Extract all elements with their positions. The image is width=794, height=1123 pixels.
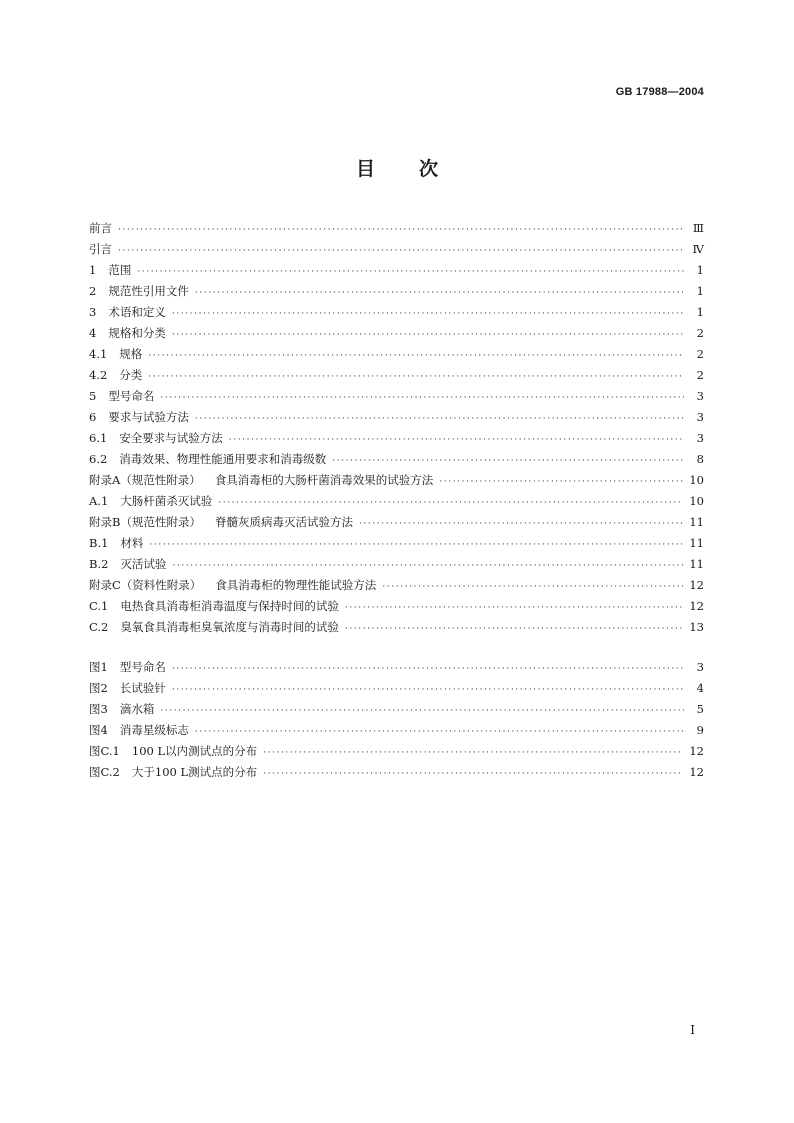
toc-entry[interactable] <box>89 239 704 260</box>
dot-leader <box>195 283 684 304</box>
dot-leader <box>172 325 684 346</box>
toc-entry-number: 4 <box>89 326 97 340</box>
toc-entry[interactable] <box>89 218 704 239</box>
toc-entry[interactable] <box>89 554 704 575</box>
toc-entry-number: 附录C（资料性附录） <box>89 578 202 592</box>
toc-main-list <box>89 218 704 638</box>
toc-entry-number: 图4 <box>89 723 108 737</box>
title-part-2: 次 <box>419 158 439 180</box>
dot-leader <box>332 451 684 472</box>
toc-entry[interactable] <box>89 617 704 638</box>
toc-entry-page: 11 <box>689 515 704 529</box>
toc-entry-title: 分类 <box>119 368 143 382</box>
dot-leader <box>118 241 684 262</box>
toc-entry[interactable] <box>89 407 704 428</box>
dot-leader <box>118 220 684 241</box>
toc-entry-title: 引言 <box>89 242 112 256</box>
toc-entry-number: 附录B（规范性附录） <box>89 515 201 529</box>
toc-entry-title: 消毒效果、物理性能通用要求和消毒级数 <box>119 452 327 466</box>
toc-entry-page: 12 <box>689 744 704 758</box>
page-title <box>0 154 794 181</box>
toc-entry-title: 大肠杆菌杀灭试验 <box>120 494 213 508</box>
dot-leader <box>345 619 683 640</box>
toc-entry-page: 11 <box>689 557 704 571</box>
toc-entry[interactable] <box>89 678 704 699</box>
dot-leader <box>263 743 683 764</box>
dot-leader <box>172 680 684 701</box>
toc-entry[interactable] <box>89 302 704 323</box>
toc-entry-page: 1 <box>696 263 704 277</box>
dot-leader <box>149 535 683 556</box>
toc-entry-title: 电热食具消毒柜消毒温度与保持时间的试验 <box>120 599 339 613</box>
toc-entry-title: 材料 <box>120 536 144 550</box>
toc-entry[interactable] <box>89 533 704 554</box>
toc-entry-number: 图C.2 <box>89 765 120 779</box>
toc-entry[interactable] <box>89 449 704 470</box>
toc-entry[interactable] <box>89 323 704 344</box>
toc-entry-number: 3 <box>89 305 97 319</box>
toc-entry-number: 5 <box>89 389 97 403</box>
toc-entry-number: 6.1 <box>89 431 108 445</box>
toc-entry-number: 图1 <box>89 660 108 674</box>
toc-entry-title: 规范性引用文件 <box>108 284 189 298</box>
toc-entry-page: 2 <box>696 326 704 340</box>
toc-entry-page: 2 <box>696 368 704 382</box>
toc-entry-page: 12 <box>689 578 704 592</box>
toc-entry-page: 13 <box>689 620 704 634</box>
toc-entry-title: 安全要求与试验方法 <box>119 431 223 445</box>
toc-entry-title: 食具消毒柜的物理性能试验方法 <box>215 578 377 592</box>
toc-entry-number: B.1 <box>89 536 109 550</box>
toc-entry[interactable] <box>89 491 704 512</box>
dot-leader <box>218 493 683 514</box>
toc-entry[interactable] <box>89 386 704 407</box>
toc-entry-number: C.1 <box>89 599 109 613</box>
toc-entry-title: 100 L以内测试点的分布 <box>131 744 258 758</box>
toc-entry-page: 1 <box>696 284 704 298</box>
toc-entry-title: 臭氧食具消毒柜臭氧浓度与消毒时间的试验 <box>120 620 339 634</box>
dot-leader <box>172 304 684 325</box>
toc-entry-page: Ⅳ <box>692 242 704 256</box>
toc-entry-title: 范围 <box>108 263 132 277</box>
toc-entry-page: 1 <box>696 305 704 319</box>
toc-entry[interactable] <box>89 365 704 386</box>
toc-entry-number: C.2 <box>89 620 109 634</box>
toc-entry-number: 6.2 <box>89 452 108 466</box>
toc-entry[interactable] <box>89 699 704 720</box>
toc-entry-page: 10 <box>689 494 704 508</box>
dot-leader <box>229 430 684 451</box>
toc-entry-title: 灭活试验 <box>120 557 167 571</box>
toc-entry-page: 11 <box>689 536 704 550</box>
toc-entry-title: 滴水箱 <box>119 702 155 716</box>
toc-entry[interactable] <box>89 428 704 449</box>
toc-entry-title: 大于100 L测试点的分布 <box>131 765 258 779</box>
dot-leader <box>172 659 684 680</box>
toc-figures-list <box>89 657 704 783</box>
dot-leader <box>263 764 683 785</box>
toc-entry-number: 图2 <box>89 681 108 695</box>
dot-leader <box>195 722 684 743</box>
toc-entry[interactable] <box>89 657 704 678</box>
toc-entry-page: 8 <box>696 452 704 466</box>
toc-entry[interactable] <box>89 512 704 533</box>
toc-entry-title: 型号命名 <box>108 389 155 403</box>
toc-entry[interactable] <box>89 741 704 762</box>
dot-leader <box>160 388 684 409</box>
dot-leader <box>439 472 683 493</box>
toc-entry-number: 图3 <box>89 702 108 716</box>
toc-entry-number: B.2 <box>89 557 109 571</box>
toc-entry[interactable] <box>89 470 704 491</box>
toc-entry[interactable] <box>89 720 704 741</box>
toc-entry[interactable] <box>89 344 704 365</box>
page-number: I <box>690 1023 695 1037</box>
toc-entry-number: 6 <box>89 410 97 424</box>
toc-entry-page: Ⅲ <box>692 221 704 235</box>
toc-entry-number: 图C.1 <box>89 744 120 758</box>
toc-entry-title: 前言 <box>89 221 112 235</box>
toc-entry-page: 3 <box>696 431 704 445</box>
toc-entry-title: 规格 <box>119 347 143 361</box>
toc-entry[interactable] <box>89 762 704 783</box>
toc-entry-number: 1 <box>89 263 97 277</box>
dot-leader <box>382 577 683 598</box>
dot-leader <box>345 598 683 619</box>
toc-entry-number: 4.1 <box>89 347 108 361</box>
dot-leader <box>137 262 684 283</box>
toc-entry-page: 12 <box>689 599 704 613</box>
toc-entry-page: 3 <box>696 660 704 674</box>
toc-entry-page: 12 <box>689 765 704 779</box>
toc-entry-page: 10 <box>689 473 704 487</box>
toc-entry[interactable] <box>89 281 704 302</box>
standard-number: GB 17988—2004 <box>615 86 704 98</box>
toc-entry-number: 4.2 <box>89 368 108 382</box>
dot-leader <box>148 346 684 367</box>
toc-entry-title: 规格和分类 <box>108 326 166 340</box>
dot-leader <box>195 409 684 430</box>
toc-entry-title: 脊髓灰质病毒灭活试验方法 <box>214 515 353 529</box>
dot-leader <box>359 514 683 535</box>
toc-entry-page: 3 <box>696 389 704 403</box>
toc-entry-title: 食具消毒柜的大肠杆菌消毒效果的试验方法 <box>214 473 434 487</box>
title-part-1: 目 <box>355 158 375 180</box>
toc-entry-number: A.1 <box>89 494 109 508</box>
dot-leader <box>160 701 684 722</box>
toc-entry-number: 2 <box>89 284 97 298</box>
toc-entry-page: 4 <box>696 681 704 695</box>
dot-leader <box>148 367 684 388</box>
toc-entry-page: 5 <box>696 702 704 716</box>
toc-entry-title: 长试验针 <box>119 681 166 695</box>
toc-entry-page: 2 <box>696 347 704 361</box>
toc-entry-title: 消毒星级标志 <box>119 723 189 737</box>
dot-leader <box>172 556 683 577</box>
toc-entry-number: 附录A（规范性附录） <box>89 473 201 487</box>
toc-entry-title: 术语和定义 <box>108 305 166 319</box>
toc-entry-page: 9 <box>696 723 704 737</box>
toc-entry-title: 要求与试验方法 <box>108 410 189 424</box>
toc-entry-title: 型号命名 <box>119 660 166 674</box>
toc-entry-page: 3 <box>696 410 704 424</box>
toc-entry[interactable] <box>89 575 704 596</box>
toc-entry[interactable] <box>89 596 704 617</box>
toc-entry[interactable] <box>89 260 704 281</box>
